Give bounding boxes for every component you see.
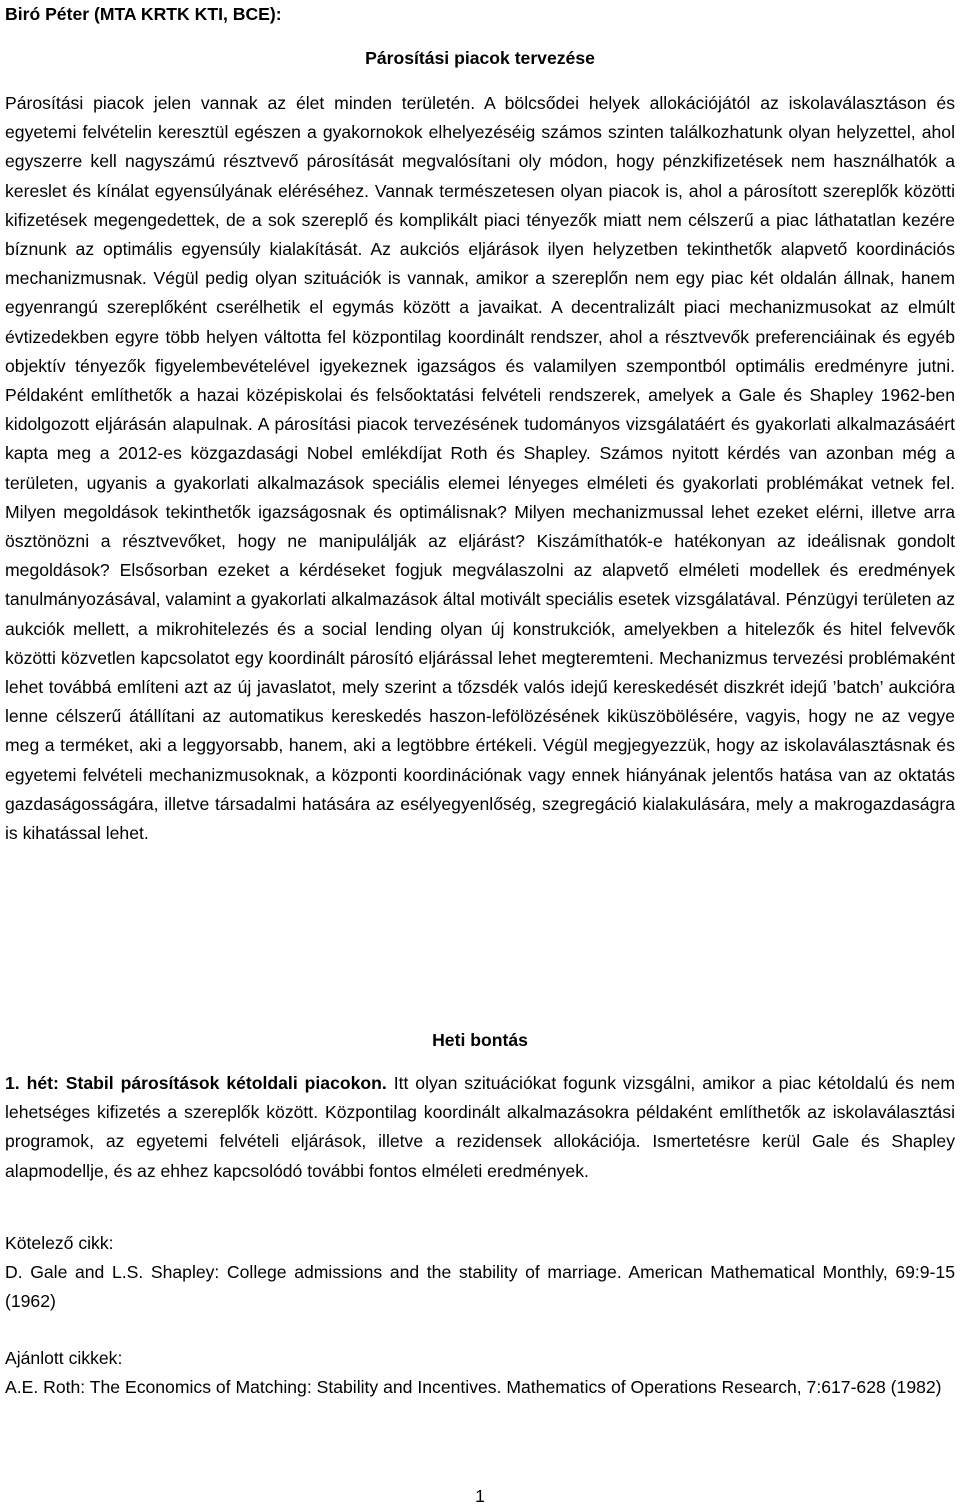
recommended-reference: A.E. Roth: The Economics of Matching: Stability and Incentives. Mathematics of Operations Research, 7:617-628 (1982)	[5, 1377, 942, 1397]
week-1-paragraph	[5, 1069, 955, 1186]
required-label: Kötelező cikk:	[5, 1233, 114, 1253]
required-reference: D. Gale and L.S. Shapley: College admissions and the stability of marriage. American Mathematical Monthly, 69:9-15 (1962)	[5, 1262, 955, 1311]
week-1-title: 1. hét: Stabil párosítások kétoldali piacokon.	[5, 1073, 387, 1093]
document-title: Párosítási piacok tervezése	[365, 48, 595, 68]
author-line: Biró Péter (MTA KRTK KTI, BCE):	[5, 4, 282, 24]
required-reading	[5, 1229, 955, 1316]
recommended-reading	[5, 1344, 955, 1402]
schedule-heading: Heti bontás	[432, 1030, 528, 1050]
intro-paragraph: Párosítási piacok jelen vannak az élet minden területén. A bölcsődei helyek allokációjától az iskolaválasztáson és egyetemi felvételin keresztül egészen a gyakornokok elhelyezéséig számos szinten találkozhatunk olyan helyzettel, ahol egyszerre kell nagyszámú résztvevő párosítását megvalósítani oly módon, hogy pénzkifizetések nem használhatók a kereslet és kínálat egyensúlyának eléréséhez. Vannak természetesen olyan piacok is, ahol a párosított szereplők közötti kifizetések megengedettek, de a sok szereplő és komplikált piaci tényezők miatt nem célszerű a piac láthatatlan kezére bíznunk az optimális egyensúly kialakítását. Az aukciós eljárások ilyen helyzetben tekinthetők alapvető koordinációs mechanizmusnak. Végül pedig olyan szituációk is vannak, amikor a szereplőn nem egy piac két oldalán állnak, hanem egyenrangú szereplőként cserélhetik el egymás között a javaikat. A decentralizált piaci mechanizmusokat az elmúlt évtizedekben egyre több helyen váltotta fel központilag koordinált rendszer, ahol a résztvevők preferenciáinak és egyéb objektív tényezők figyelembevételével igyekeznek igazságos és valamilyen szempontból optimális eredményre jutni. Példaként említhetők a hazai középiskolai és felsőoktatási felvételi rendszerek, amelyek a Gale és Shapley 1962-ben kidolgozott eljárásán alapulnak. A párosítási piacok tervezésének tudományos vizsgálatáért és gyakorlati alkalmazásáért kapta meg a 2012-es közgazdasági Nobel emlékdíjat Roth és Shapley. Számos nyitott kérdés van azonban még a területen, ugyanis a gyakorlati alkalmazások speciális elemei lényeges elméleti és gyakorlati problémákat vetnek fel. Milyen megoldások tekinthetők igazságosnak és optimálisnak? Milyen mechanizmussal lehet ezeket elérni, illetve arra ösztönözni a résztvevőket, hogy ne manipulálják az eljárást? Kiszámíthatók-e hatékonyan az ideálisnak gondolt megoldások? Elsősorban ezeket a kérdéseket fogjuk megválaszolni az alapvető elméleti modellek és eredmények tanulmányozásával, valamint a gyakorlati alkalmazások által motivált speciális esetek vizsgálatával. Pénzügyi területen az aukciók mellett, a mikrohitelezés és a social lending olyan új konstrukciók, amelyekben a hitelezők és hitel felvevők közötti közvetlen kapcsolatot egy koordinált párosító eljárással lehet megteremteni. Mechanizmus tervezési problémaként lehet továbbá említeni azt az új javaslatot, mely szerint a tőzsdék valós idejű kereskedését diszkrét idejű ’batch’ aukcióra lenne célszerű átállítani az automatikus kereskedés haszon-lefölözésének kiküszöbölésére, vagyis, hogy ne az vegye meg a terméket, aki a leggyorsabb, hanem, aki a legtöbbre értékeli. Végül megjegyezzük, hogy az iskolaválasztásnak és egyetemi felvételi mechanizmusoknak, a központi koordinációnak vagy ennek hiányának jelentős hatása van az oktatás gazdaságosságára, illetve társadalmi hatására az esélyegyenlőség, szegregáció kialakulására, mely a makrogazdaságra is kihatással lehet.	[5, 93, 955, 844]
page-number: 1	[475, 1486, 485, 1506]
week-1-text: Itt olyan szituációkat fogunk vizsgálni, amikor a piac kétoldalú és nem lehetséges kifizetés a szereplők között. Központilag koordinált alkalmazásokra példaként említhetők az iskolaválasztási programok, az egyetemi felvételi eljárások, illetve a rezidensek allokációja. Ismertetésre kerül Gale és Shapley alapmodellje, és az ehhez kapcsolódó további fontos elméleti eredmények.	[5, 1073, 955, 1181]
recommended-label: Ajánlott cikkek:	[5, 1348, 123, 1368]
